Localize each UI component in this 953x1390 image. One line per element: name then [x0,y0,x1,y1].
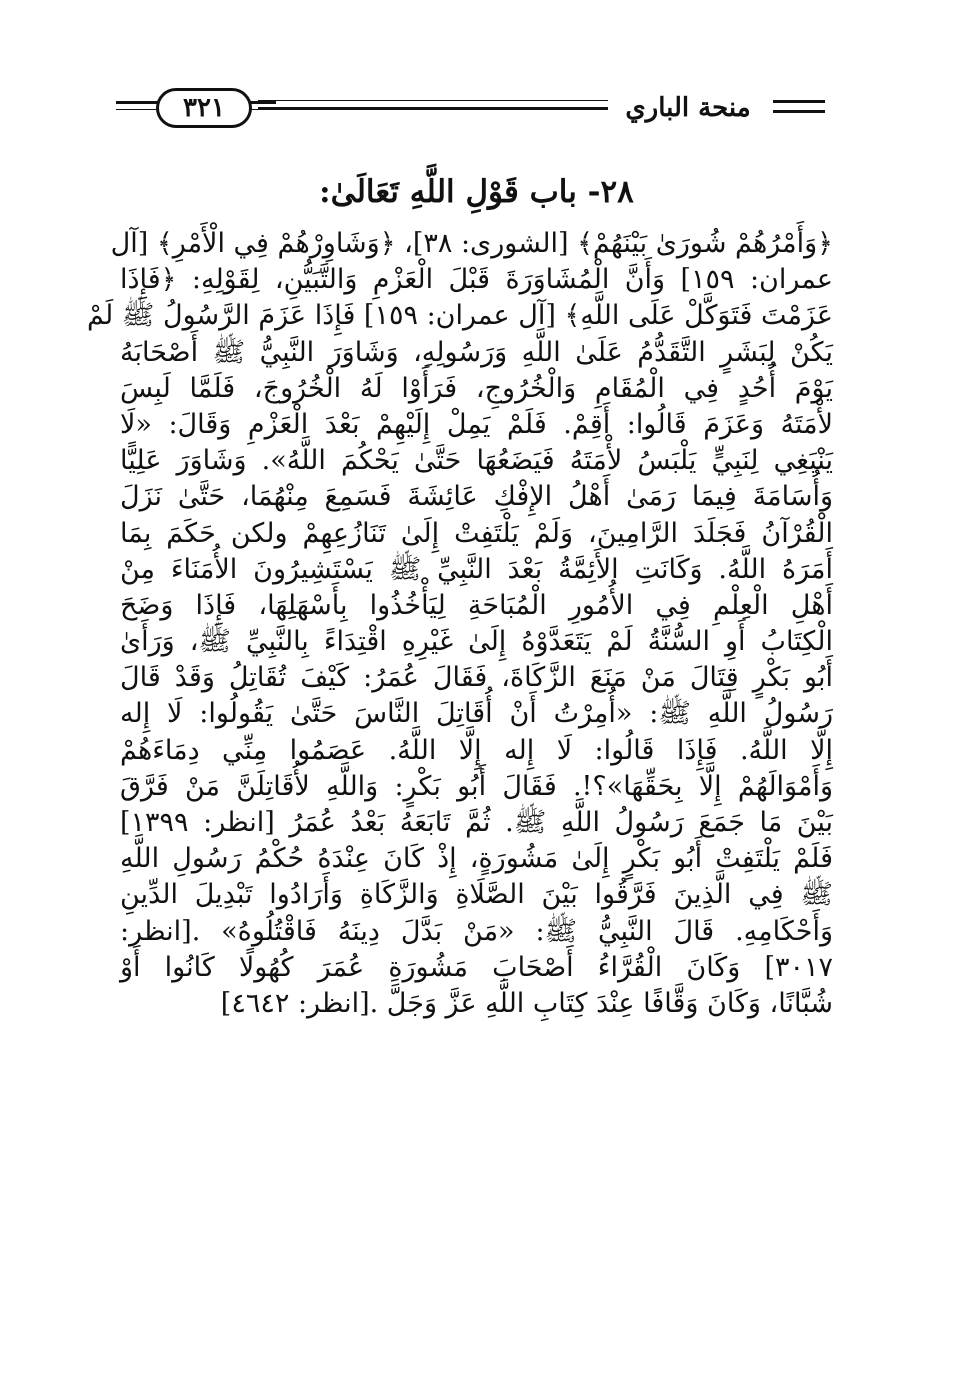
body-text [87,226,834,1022]
body-line: عَزَمْتَ فَتَوَكَّلْ عَلَى اللَّهِ﴾ [آل عمران: ١٥٩] فَإِذَا عَزَمَ الرَّسُولُ ﷺ لَمْ [87,300,833,332]
body-line: أَمَرَهُ اللَّهُ. وَكَانَتِ الأَئِمَّةُ بَعْدَ النَّبِيِّ ﷺ يَسْتَشِيرُونَ الأُمَنَاءَ مِنْ [120,553,833,585]
body-line: أَبُو بَكْرٍ قِتَالَ مَنْ مَنَعَ الزَّكَاةَ، فَقَالَ عُمَرُ: كَيْفَ تُقَاتِلُ وَقَدْ قَالَ [120,662,833,694]
body-line: عمران: ١٥٩] وَأَنَّ الْمُشَاوَرَةَ قَبْلَ الْعَزْمِ وَالتَّبَيُّنِ، لِقَوْلِهِ: ﴿فَإِذَا [120,264,833,296]
body-line: يَكُنْ لِبَشَرٍ التَّقَدُّمُ عَلَىٰ اللَّهِ وَرَسُولِهِ، وَشَاوَرَ النَّبِيُّ ﷺ أَصْحَابَهُ [120,336,833,368]
page-number-badge [156,88,252,128]
body-line: فَلَمْ يَلْتَفِتْ أَبُو بَكْرٍ إِلَىٰ مَشُورَةٍ، إِذْ كَانَ عِنْدَهُ حُكْمُ رَسُولِ اللَّهِ [120,843,833,875]
body-line: رَسُولُ اللَّهِ ﷺ: «أُمِرْتُ أَنْ أُقَاتِلَ النَّاسَ حَتَّىٰ يَقُولُوا: لَا إِله [120,698,833,730]
body-line: ﴿وَأَمْرُهُمْ شُورَىٰ بَيْنَهُمْ﴾ [الشورى: ٣٨]، ﴿وَشَاوِرْهُمْ فِي الْأَمْرِ﴾ [آل [110,228,833,259]
body-line: لأْمَتَهُ وَعَزَمَ قَالُوا: أَقِمْ. فَلَمْ يَمِلْ إِلَيْهِمْ بَعْدَ الْعَزْمِ وَقَالَ: «لَا [120,408,833,440]
body-line: وَأَمْوَالَهُمْ إِلَّا بِحَقِّهَا»؟!. فَقَالَ أَبُو بَكْرٍ: وَاللَّهِ لأُقَاتِلَنَّ مَنْ فَرَّقَ [120,770,833,802]
body-line: شُبَّانًا، وَكَانَ وَقَّافًا عِنْدَ كِتَابِ اللَّهِ عَزَّ وَجَلَّ .[انظر: ٤٦٤٢] [220,987,833,1019]
body-line: وَأَحْكَامِهِ. قَالَ النَّبِيُّ ﷺ: «مَنْ بَدَّلَ دِينَهُ فَاقْتُلُوهُ» .[انظر: [120,915,833,947]
chapter-heading: ٢٨- باب قَوْلِ اللَّهِ تَعَالَىٰ: [319,174,634,210]
body-line: وَأُسَامَةَ فِيمَا رَمَىٰ أَهْلُ الإِفْكِ عَائِشَةَ فَسَمِعَ مِنْهُمَا، حَتَّىٰ نَزَلَ [120,481,834,513]
book-title: منحة الباري [608,88,768,128]
header-rule-right [773,100,825,113]
body-line: الْكِتَابُ أَوِ السُّنَّةُ لَمْ يَتَعَدَّوْهُ إِلَىٰ غَيْرِهِ اقْتِدَاءً بِالنَّبِيِّ ﷺ، وَرَأَىٰ [120,626,833,658]
body-line: إِلَّا اللَّهُ. فَإِذَا قَالُوا: لَا إِله إِلَّا اللَّهُ. عَصَمُوا مِنِّي دِمَاءَهُمْ [120,734,833,766]
body-line: الْقُرْآنُ فَجَلَدَ الرَّامِينَ، وَلَمْ يَلْتَفِتْ إِلَىٰ تَنَازُعِهِمْ ولكن حَكَمَ بِمَا [120,517,833,549]
page-number: ٣٢١ [183,93,225,123]
body-line: أَهْلِ الْعِلْمِ فِي الأُمُورِ الْمُبَاحَةِ لِيَأْخُذُوا بِأَسْهَلِهَا، فَإِذَا وَضَحَ [120,589,833,621]
body-line: يَوْمَ أُحُدٍ فِي الْمُقَامِ وَالْخُرُوجِ، فَرَأَوْا لَهُ الْخُرُوجَ، فَلَمَّا لَبِسَ [120,372,833,404]
body-line: يَنْبَغِي لِنَبِيٍّ يَلْبَسُ لأْمَتَهُ فَيَضَعُهَا حَتَّىٰ يَحْكُمَ اللَّهُ». وَشَاوَرَ عَلِيًّا [120,445,833,477]
body-line: ﷺ فِي الَّذِينَ فَرَّقُوا بَيْنَ الصَّلَاةِ وَالزَّكَاةِ وَأَرَادُوا تَبْدِيلَ الدِّينِ [120,879,833,911]
running-header [108,88,828,138]
body-line: ٣٠١٧] وَكَانَ الْقُرَّاءُ أَصْحَابَ مَشُورَةِ عُمَرَ كُهُولًا كَانُوا أَوْ [120,951,833,983]
body-line: بَيْنَ مَا جَمَعَ رَسُولُ اللَّهِ ﷺ. ثُمَّ تَابَعَهُ بَعْدُ عُمَرُ [انظر: ١٣٩٩] [120,807,833,838]
